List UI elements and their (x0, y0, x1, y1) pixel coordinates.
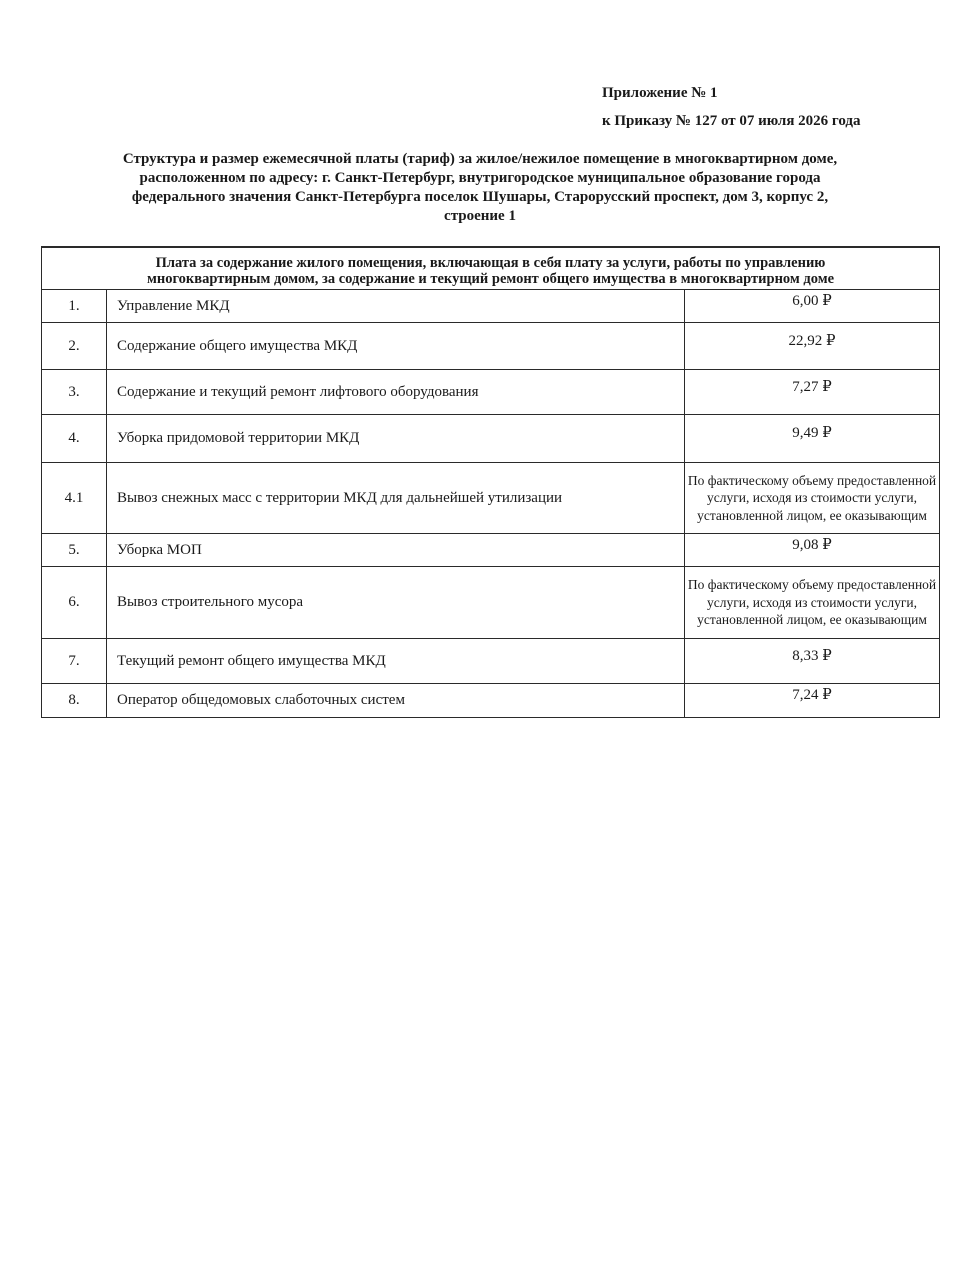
price-value: 22,92 ₽ (788, 332, 836, 349)
service-price (685, 370, 940, 415)
service-name: Вывоз строительного мусора (107, 567, 685, 639)
service-price (685, 534, 940, 567)
row-number: 7. (42, 639, 107, 684)
table-row (42, 415, 940, 463)
table-row (42, 534, 940, 567)
service-name: Содержание общего имущества МКД (107, 323, 685, 370)
table-row (42, 323, 940, 370)
title-line: строение 1 (444, 208, 516, 224)
price-note-text: По фактическому объему предоставленной услуги, исходя из стоимости услуги, установленной лицом, ее оказывающим (687, 577, 937, 628)
service-name: Вывоз снежных масс с территории МКД для дальнейшей утилизации (107, 463, 685, 534)
table-header (42, 247, 940, 290)
price-value: 9,49 ₽ (792, 425, 832, 441)
document-title (60, 150, 900, 226)
service-price-note (685, 463, 940, 534)
service-price-note (685, 567, 940, 639)
price-value: 7,24 ₽ (792, 687, 832, 703)
service-price (685, 290, 940, 323)
service-price (685, 639, 940, 684)
table-row (42, 370, 940, 415)
service-price (685, 323, 940, 370)
order-reference: к Приказу № 127 от 07 июля 2026 года (602, 113, 861, 129)
price-value: 7,27 ₽ (792, 378, 832, 395)
service-name: Оператор общедомовых слаботочных систем (107, 684, 685, 718)
table-row (42, 290, 940, 323)
row-number: 8. (42, 684, 107, 718)
appendix-number: Приложение № 1 (602, 85, 718, 101)
row-number: 2. (42, 323, 107, 370)
service-price (685, 415, 940, 463)
price-note-text: По фактическому объему предоставленной услуги, исходя из стоимости услуги, установленной лицом, ее оказывающим (687, 472, 937, 523)
table-header-row (42, 247, 940, 290)
row-number: 4.1 (42, 463, 107, 534)
row-number: 5. (42, 534, 107, 567)
table-row (42, 639, 940, 684)
service-name: Текущий ремонт общего имущества МКД (107, 639, 685, 684)
price-value: 9,08 ₽ (792, 536, 832, 553)
row-number: 4. (42, 415, 107, 463)
service-name: Уборка МОП (107, 534, 685, 567)
title-line: федерального значения Санкт-Петербурга поселок Шушары, Старорусский проспект, дом 3, корпус 2, (131, 189, 829, 205)
price-value: 6,00 ₽ (792, 292, 832, 309)
service-price (685, 684, 940, 718)
service-name: Уборка придомовой территории МКД (107, 415, 685, 463)
header-line: Плата за содержание жилого помещения, включающая в себя плату за услуги, работы по управлению (155, 255, 826, 271)
table-row (42, 567, 940, 639)
table-row (42, 463, 940, 534)
table-row (42, 684, 940, 718)
header-line: многоквартирным домом, за содержание и текущий ремонт общего имущества в многоквартирном доме (146, 271, 835, 287)
title-line: Структура и размер ежемесячной платы (тариф) за жилое/нежилое помещение в многоквартирном доме, (122, 151, 838, 167)
row-number: 3. (42, 370, 107, 415)
tariff-table (41, 246, 940, 718)
service-name: Содержание и текущий ремонт лифтового оборудования (107, 370, 685, 415)
appendix-reference (602, 83, 861, 131)
title-line: расположенном по адресу: г. Санкт-Петербург, внутригородское муниципальное образование города (139, 170, 821, 186)
row-number: 1. (42, 290, 107, 323)
service-name: Управление МКД (107, 290, 685, 323)
price-value: 8,33 ₽ (792, 647, 832, 664)
row-number: 6. (42, 567, 107, 639)
